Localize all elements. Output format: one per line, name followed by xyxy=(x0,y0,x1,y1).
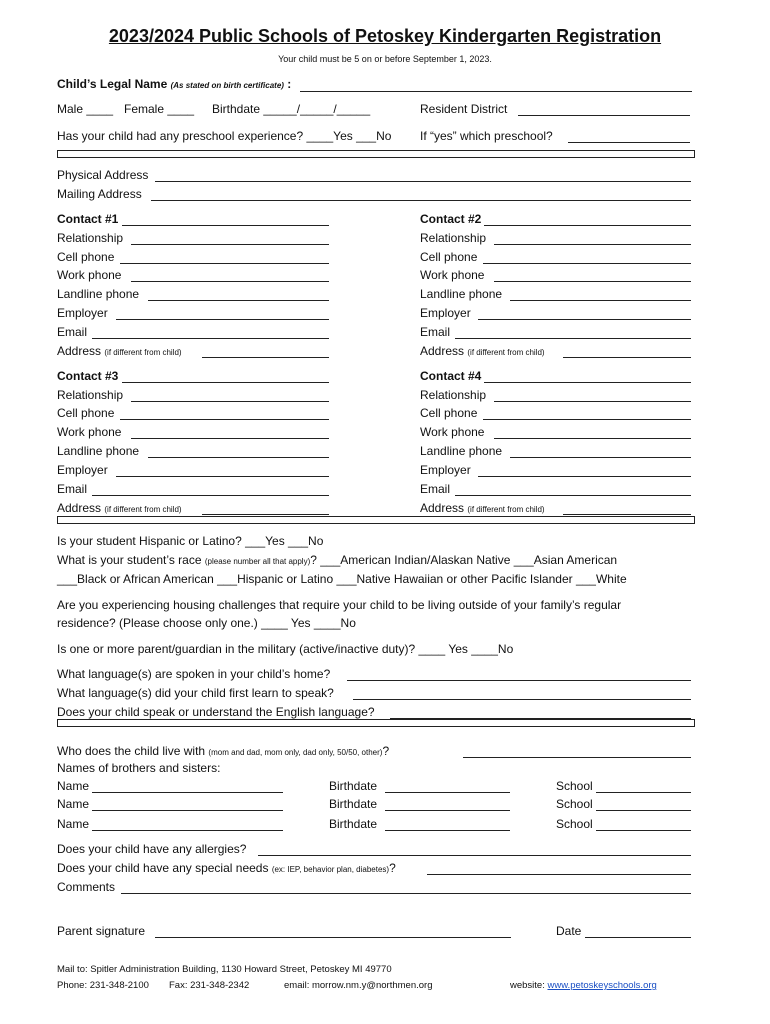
cell-label: Cell phone xyxy=(57,406,115,420)
contact-2-email-field[interactable] xyxy=(455,327,691,339)
legal-name-row: Child’s Legal Name (As stated on birth certificate) : xyxy=(57,77,292,91)
contact-4-landline-field[interactable] xyxy=(510,446,691,458)
work-label: Work phone xyxy=(420,268,485,282)
contact-1-address-field[interactable] xyxy=(202,346,329,358)
physical-address-label: Physical Address xyxy=(57,168,149,182)
cell-label: Cell phone xyxy=(57,250,115,264)
relationship-label: Relationship xyxy=(420,231,487,245)
email-label: Email xyxy=(57,325,88,339)
cell-label: Cell phone xyxy=(420,250,478,264)
contact-4-cell-field[interactable] xyxy=(483,408,691,420)
sibling-3-name-field[interactable] xyxy=(92,819,283,831)
footer-website-label: website: xyxy=(510,980,545,991)
contact-1-label: Contact #1 xyxy=(57,212,119,226)
employer-label: Employer xyxy=(420,463,471,477)
employer-label: Employer xyxy=(57,463,108,477)
contact-2-label: Contact #2 xyxy=(420,212,482,226)
race-options-1[interactable]: ? ___American Indian/Alaskan Native ___Asian American xyxy=(310,553,618,567)
contact-4-relationship-field[interactable] xyxy=(494,390,691,402)
address-label-text: Address xyxy=(420,344,465,358)
relationship-label: Relationship xyxy=(57,388,124,402)
section-divider xyxy=(57,150,695,158)
allergies-label: Does your child have any allergies? xyxy=(57,842,247,856)
footer-phone: Phone: 231-348-2100 xyxy=(57,980,149,991)
contact-4-employer-field[interactable] xyxy=(478,465,691,477)
sibling-name-label: Name xyxy=(57,797,90,811)
address-label xyxy=(420,501,545,515)
lives-with-text: Who does the child live with xyxy=(57,744,206,758)
special-needs-text: Does your child have any special needs xyxy=(57,861,269,875)
address-note: (if different from child) xyxy=(104,348,182,357)
work-label: Work phone xyxy=(57,425,122,439)
section-divider xyxy=(57,719,695,727)
female-field[interactable]: Female ____ xyxy=(124,102,195,116)
contact-4-work-field[interactable] xyxy=(494,427,691,439)
allergies-field[interactable] xyxy=(258,844,691,856)
date-label: Date xyxy=(556,924,582,938)
lives-with-label: Who does the child live with (mom and dad, mom only, dad only, 50/50, other)? xyxy=(57,744,390,758)
lives-with-note: (mom and dad, mom only, dad only, 50/50, other) xyxy=(208,748,383,757)
contact-1-relationship-field[interactable] xyxy=(131,233,329,245)
preschool-question[interactable]: Has your child had any preschool experience? ____Yes ___No xyxy=(57,129,392,143)
siblings-label: Names of brothers and sisters: xyxy=(57,761,221,775)
sibling-school-label: School xyxy=(556,797,593,811)
contact-3-address-field[interactable] xyxy=(202,503,329,515)
parent-signature-label: Parent signature xyxy=(57,924,146,938)
address-note: (if different from child) xyxy=(104,505,182,514)
sibling-2-birthdate-field[interactable] xyxy=(385,799,510,811)
lang-english-field[interactable] xyxy=(390,707,691,719)
address-label-text: Address xyxy=(57,344,102,358)
landline-label: Landline phone xyxy=(57,287,140,301)
sibling-1-school-field[interactable] xyxy=(596,781,691,793)
contact-1-cell-field[interactable] xyxy=(120,252,329,264)
sibling-3-birthdate-field[interactable] xyxy=(385,819,510,831)
special-needs-label: Does your child have any special needs (ex: IEP, behavior plan, diabetes)? xyxy=(57,861,396,875)
resident-district-label: Resident District xyxy=(420,102,508,116)
sibling-1-birthdate-field[interactable] xyxy=(385,781,510,793)
contact-4-email-field[interactable] xyxy=(455,484,691,496)
contact-3-employer-field[interactable] xyxy=(116,465,329,477)
footer-fax: Fax: 231-348-2342 xyxy=(169,980,250,991)
relationship-label: Relationship xyxy=(57,231,124,245)
sibling-2-name-field[interactable] xyxy=(92,799,283,811)
email-label: Email xyxy=(420,482,451,496)
contact-3-label: Contact #3 xyxy=(57,369,119,383)
work-label: Work phone xyxy=(57,268,122,282)
work-label: Work phone xyxy=(420,425,485,439)
special-needs-note: (ex: IEP, behavior plan, diabetes) xyxy=(271,865,390,874)
legal-name-label: Child’s Legal Name xyxy=(57,77,168,91)
contact-1-name-field[interactable] xyxy=(122,214,329,226)
resident-district-field[interactable] xyxy=(518,104,690,116)
footer-mail: Mail to: Spitler Administration Building, 1130 Howard Street, Petoskey MI 49770 xyxy=(57,964,392,975)
lang-english-label: Does your child speak or understand the English language? xyxy=(57,705,375,719)
sibling-birthdate-label: Birthdate xyxy=(329,779,378,793)
contact-1-email-field[interactable] xyxy=(92,327,329,339)
contact-4-label: Contact #4 xyxy=(420,369,482,383)
contact-4-address-field[interactable] xyxy=(563,503,691,515)
landline-label: Landline phone xyxy=(420,287,503,301)
sibling-name-label: Name xyxy=(57,779,90,793)
parent-signature-field[interactable] xyxy=(155,926,511,938)
section-divider xyxy=(57,516,695,524)
physical-address-field[interactable] xyxy=(155,170,691,182)
contact-2-cell-field[interactable] xyxy=(483,252,691,264)
contact-2-work-field[interactable] xyxy=(494,270,691,282)
address-label-text: Address xyxy=(420,501,465,515)
contact-3-relationship-field[interactable] xyxy=(131,390,329,402)
mailing-address-label: Mailing Address xyxy=(57,187,142,201)
email-label: Email xyxy=(420,325,451,339)
contact-3-work-field[interactable] xyxy=(131,427,329,439)
hispanic-question[interactable]: Is your student Hispanic or Latino? ___Yes ___No xyxy=(57,534,324,548)
contact-4-name-field[interactable] xyxy=(484,371,691,383)
sibling-birthdate-label: Birthdate xyxy=(329,797,378,811)
contact-2-address-field[interactable] xyxy=(563,346,691,358)
birthdate-field[interactable]: Birthdate _____/_____/_____ xyxy=(212,102,371,116)
lang-home-field[interactable] xyxy=(347,669,691,681)
page-subtitle: Your child must be 5 on or before September 1, 2023. xyxy=(278,54,492,64)
contact-3-name-field[interactable] xyxy=(122,371,329,383)
legal-name-note: (As stated on birth certificate) xyxy=(170,81,284,90)
military-question[interactable]: Is one or more parent/guardian in the military (active/inactive duty)? ____ Yes ____No xyxy=(57,642,514,656)
page-title: 2023/2024 Public Schools of Petoskey Kindergarten Registration xyxy=(108,26,662,46)
cell-label: Cell phone xyxy=(420,406,478,420)
male-field[interactable]: Male ____ xyxy=(57,102,114,116)
race-options-2[interactable]: ___Black or African American ___Hispanic or Latino ___Native Hawaiian or other Pacific Islander ___White xyxy=(57,572,627,586)
lang-first-label: What language(s) did your child first learn to speak? xyxy=(57,686,334,700)
mailing-address-field[interactable] xyxy=(151,189,691,201)
lang-home-label: What language(s) are spoken in your child’s home? xyxy=(57,667,331,681)
sibling-school-label: School xyxy=(556,817,593,831)
address-label xyxy=(57,344,182,358)
comments-field[interactable] xyxy=(121,882,691,894)
footer-email: email: morrow.nm.y@northmen.org xyxy=(284,980,433,991)
contact-3-landline-field[interactable] xyxy=(148,446,329,458)
contact-2-landline-field[interactable] xyxy=(510,289,691,301)
contact-1-work-field[interactable] xyxy=(131,270,329,282)
sibling-2-school-field[interactable] xyxy=(596,799,691,811)
lang-first-field[interactable] xyxy=(353,688,691,700)
comments-label: Comments xyxy=(57,880,116,894)
race-question-text: What is your student’s race xyxy=(57,553,202,567)
footer-website xyxy=(510,980,657,991)
website-link[interactable]: www.petoskeyschools.org xyxy=(547,980,657,991)
contact-2-name-field[interactable] xyxy=(484,214,691,226)
sibling-3-school-field[interactable] xyxy=(596,819,691,831)
housing-question-1: Are you experiencing housing challenges that require your child to be living outside of your family’s regular xyxy=(57,598,622,612)
which-preschool-label: If “yes” which preschool? xyxy=(420,129,553,143)
landline-label: Landline phone xyxy=(57,444,140,458)
sibling-school-label: School xyxy=(556,779,593,793)
contact-1-employer-field[interactable] xyxy=(116,308,329,320)
contact-2-employer-field[interactable] xyxy=(478,308,691,320)
date-field[interactable] xyxy=(585,926,691,938)
relationship-label: Relationship xyxy=(420,388,487,402)
employer-label: Employer xyxy=(420,306,471,320)
address-label xyxy=(420,344,545,358)
lives-with-field[interactable] xyxy=(463,746,691,758)
contact-1-landline-field[interactable] xyxy=(148,289,329,301)
address-label-text: Address xyxy=(57,501,102,515)
race-note: (please number all that apply) xyxy=(204,557,311,566)
contact-2-relationship-field[interactable] xyxy=(494,233,691,245)
employer-label: Employer xyxy=(57,306,108,320)
sibling-1-name-field[interactable] xyxy=(92,781,283,793)
legal-name-field[interactable] xyxy=(300,80,692,92)
special-needs-field[interactable] xyxy=(427,863,691,875)
sibling-birthdate-label: Birthdate xyxy=(329,817,378,831)
contact-3-cell-field[interactable] xyxy=(120,408,329,420)
address-label xyxy=(57,501,182,515)
address-note: (if different from child) xyxy=(467,505,545,514)
sibling-name-label: Name xyxy=(57,817,90,831)
email-label: Email xyxy=(57,482,88,496)
address-note: (if different from child) xyxy=(467,348,545,357)
race-question[interactable] xyxy=(57,553,617,567)
contact-3-email-field[interactable] xyxy=(92,484,329,496)
which-preschool-field[interactable] xyxy=(568,131,690,143)
housing-question-2[interactable]: residence? (Please choose only one.) ____ Yes ____No xyxy=(57,616,356,630)
landline-label: Landline phone xyxy=(420,444,503,458)
